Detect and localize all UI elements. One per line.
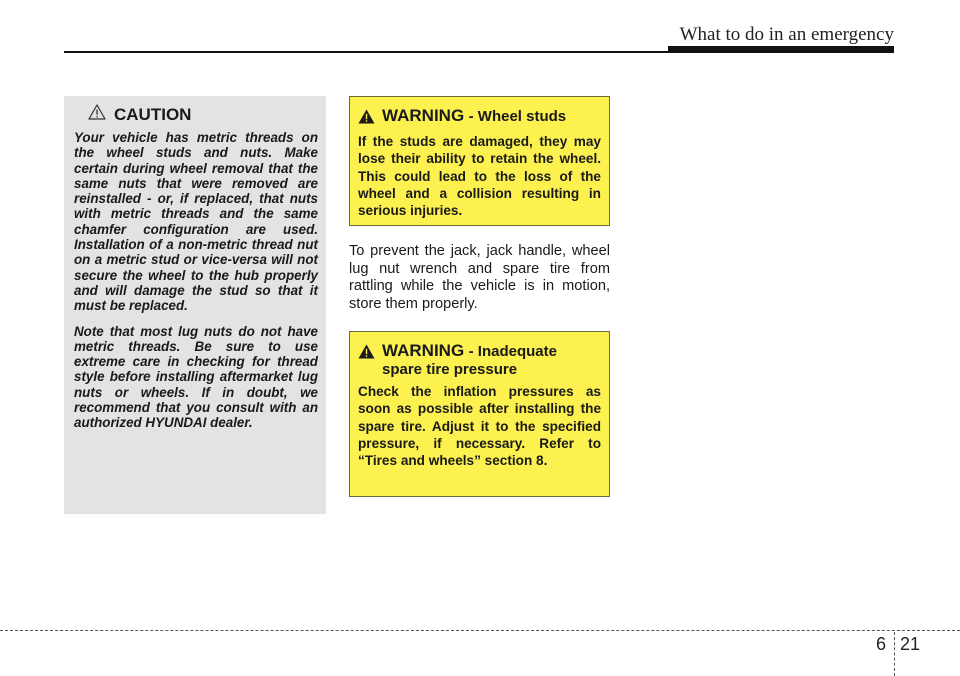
footer-page-divider xyxy=(894,632,895,676)
warning-header xyxy=(358,341,601,379)
warning-triangle-icon xyxy=(358,344,375,364)
page-number: 21 xyxy=(900,634,921,654)
caution-paragraph: Note that most lug nuts do not have metric threads. Be sure to use extreme care in checking for thread style before installing aftermarket lug nuts or wheels. If in doubt, we recommend that you consult with an authorized HYUNDAI dealer. xyxy=(74,323,318,431)
header-rule xyxy=(64,51,670,53)
caution-title: CAUTION xyxy=(114,104,192,124)
warning-subtitle: - Wheel studs xyxy=(468,108,567,125)
warning-heading-text xyxy=(382,341,601,379)
warning-text: If the studs are damaged, they may lose their ability to retain the wheel. This could lead to the loss of the wheel and a collision resulting in serious injuries. xyxy=(358,134,601,219)
header-rule-bold xyxy=(668,46,894,53)
warning-label: WARNING xyxy=(382,106,465,125)
storage-instructions: To prevent the jack, jack handle, wheel lug nut wrench and spare tire from rattling while the vehicle is in motion, store them properly. xyxy=(349,243,610,313)
warning-label: WARNING xyxy=(382,341,465,360)
warning-box-spare-tire-pressure xyxy=(349,331,610,497)
warning-text: Check the inflation pressures as soon as possible after installing the spare tire. Adjust it to the specified pressure, if necessary. Refer to “Tires and wheels” section 8. xyxy=(358,384,601,469)
caution-triangle-icon xyxy=(88,104,106,125)
warning-subtitle: - Inadequate spare tire pressure xyxy=(382,343,557,378)
caution-header xyxy=(88,104,318,125)
caution-box xyxy=(64,96,326,514)
warning-heading-text xyxy=(382,106,566,126)
warning-header xyxy=(358,106,601,129)
warning-box-wheel-studs xyxy=(349,96,610,226)
warning-triangle-icon xyxy=(358,109,375,129)
caution-paragraph: Your vehicle has metric threads on the wheel studs and nuts. Make certain during wheel removal that the same nuts that were removed are reinstalled - or, if replaced, that nuts with metric threads and the same chamfer configuration are used. Installation of a non-metric thread nut on a metric stud or vice-versa will not secure the wheel to the hub properly and will damage the stud so that it must be replaced. xyxy=(74,130,318,314)
section-number: 6 xyxy=(876,634,887,654)
section-title: What to do in an emergency xyxy=(679,24,894,45)
footer-divider xyxy=(0,630,960,631)
